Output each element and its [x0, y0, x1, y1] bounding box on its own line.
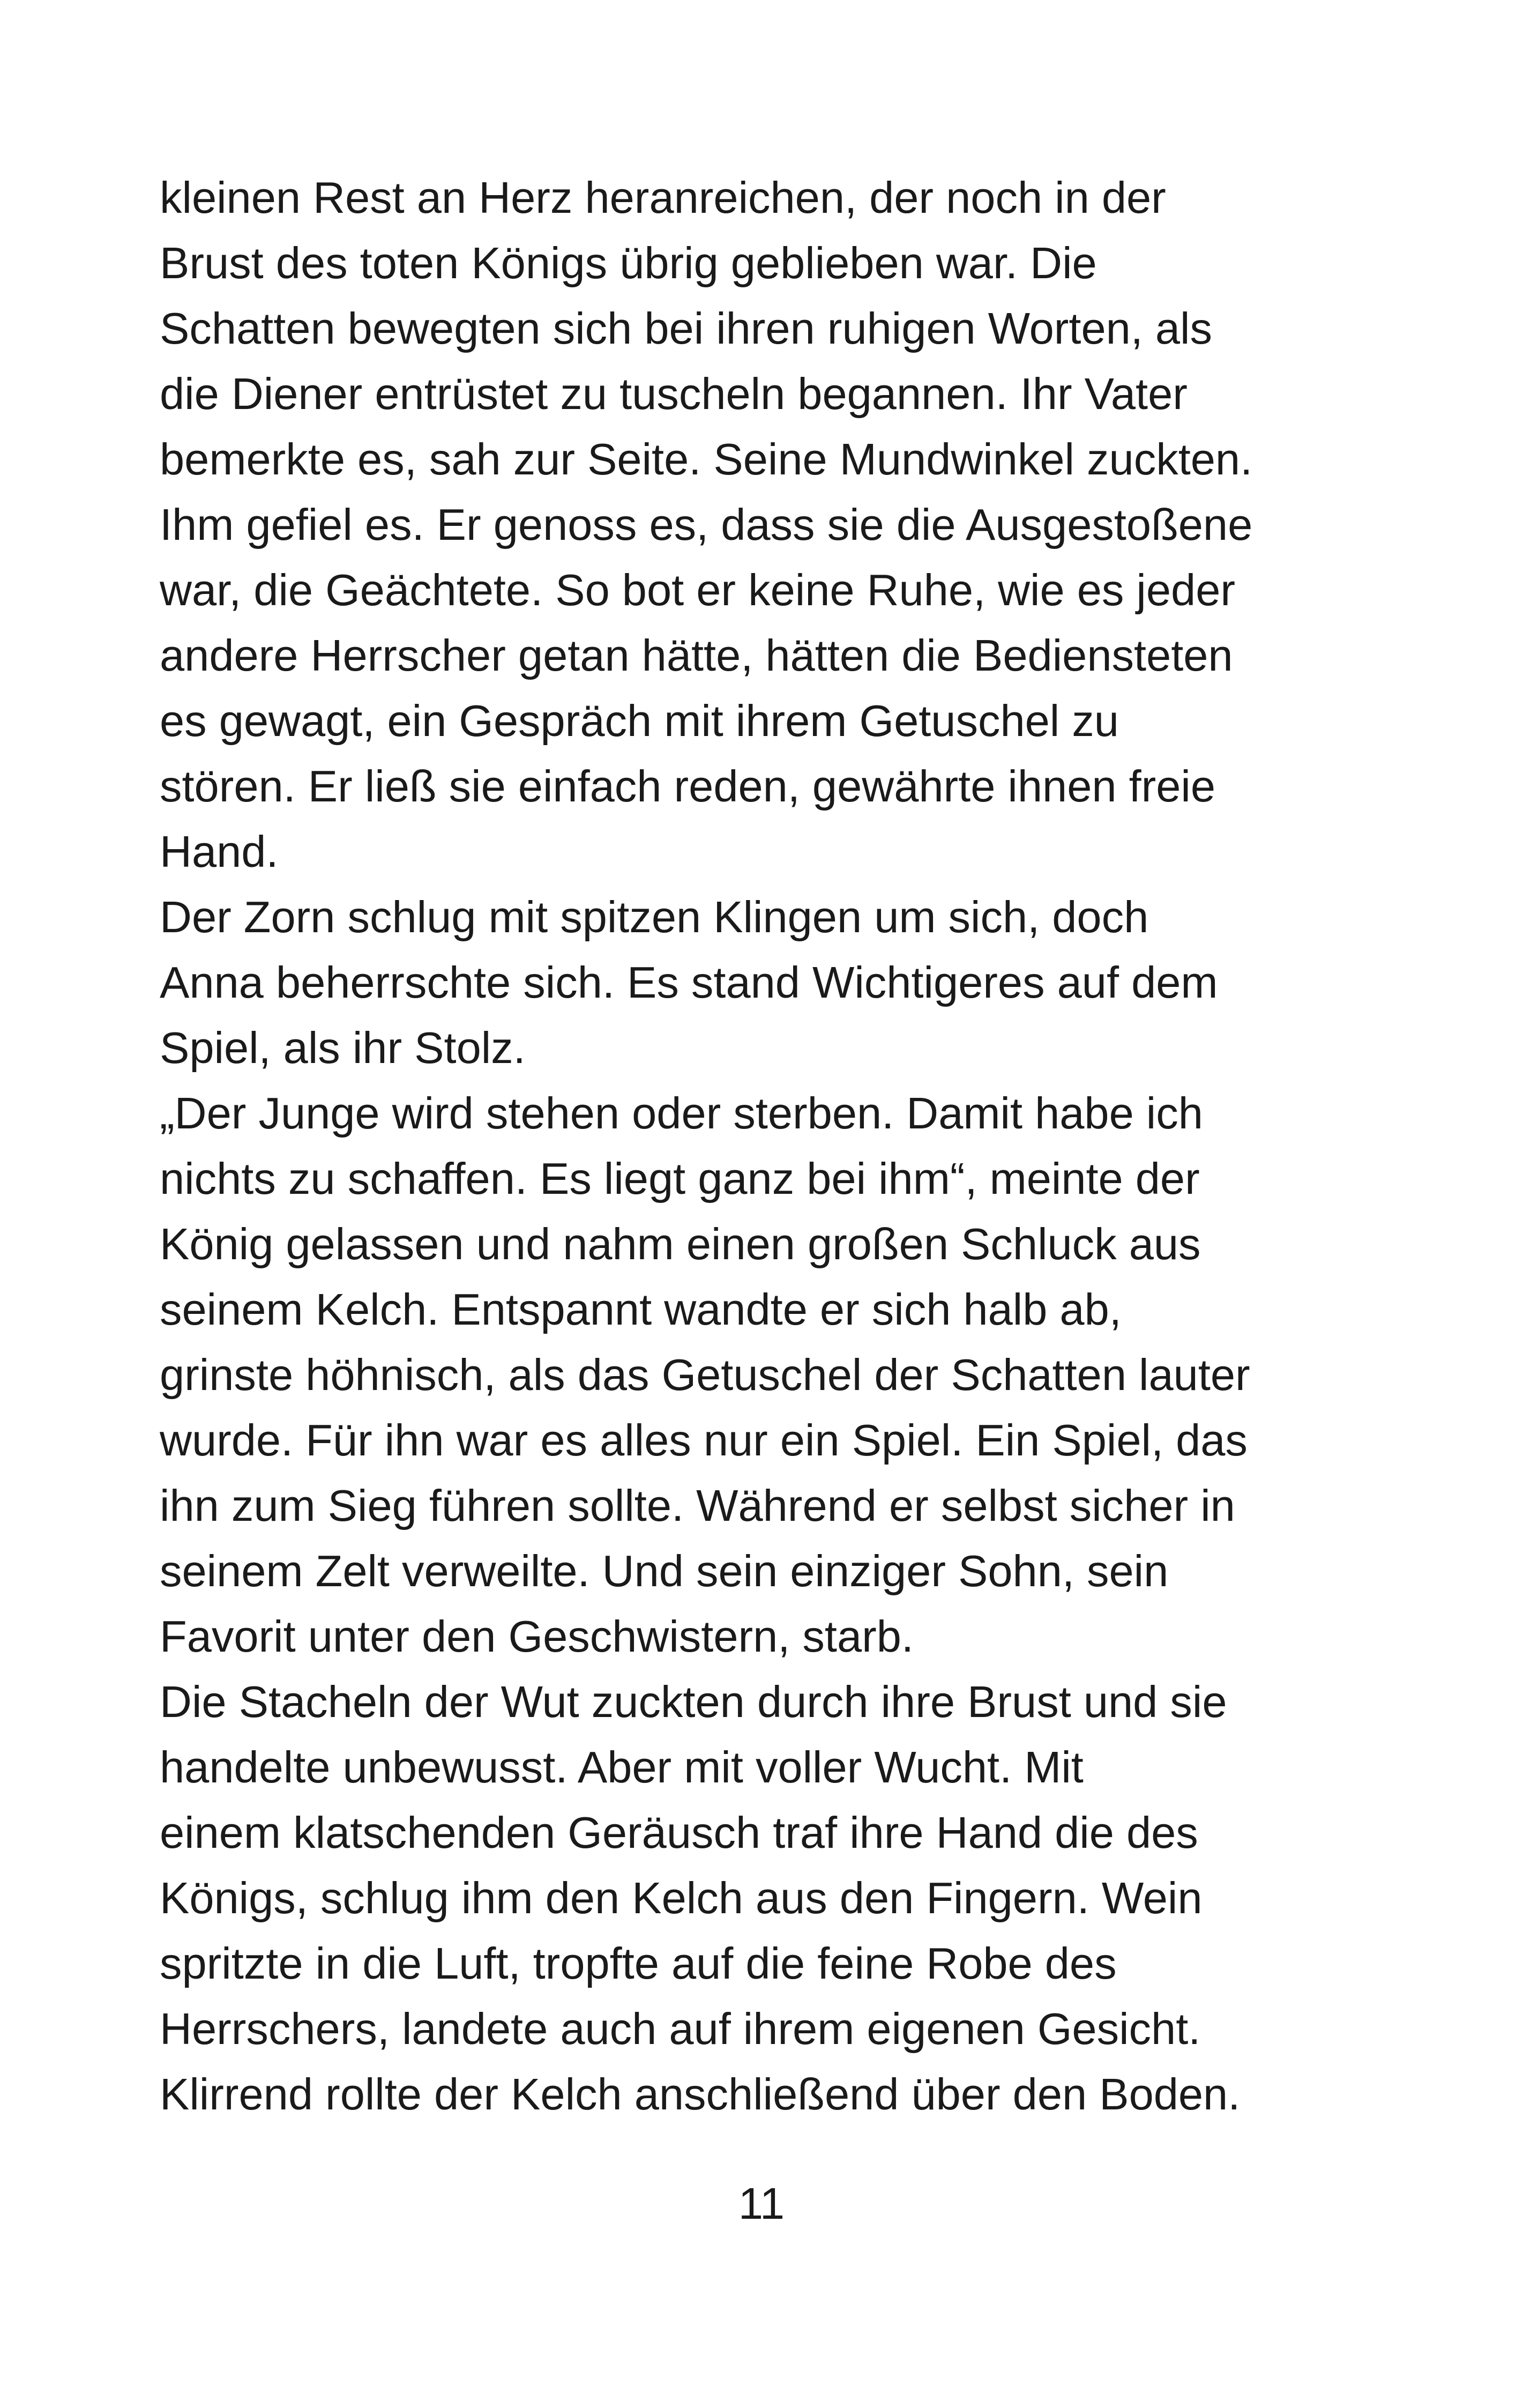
text-line: Favorit unter den Geschwistern, starb.	[160, 1611, 914, 1661]
text-line: Ihm gefiel es. Er genoss es, dass sie die Ausgestoßene	[160, 500, 1253, 549]
text-line: die Diener entrüstet zu tuscheln begannen. Ihr Vater	[160, 369, 1188, 419]
text-line: „Der Junge wird stehen oder sterben. Damit habe ich	[160, 1088, 1203, 1138]
page-number: 11	[738, 2179, 785, 2228]
text-line: seinem Zelt verweilte. Und sein einziger Sohn, sein	[160, 1546, 1169, 1596]
body-text	[160, 165, 1414, 2127]
text-line: König gelassen und nahm einen großen Schluck aus	[160, 1219, 1201, 1269]
text-line: grinste höhnisch, als das Getuschel der Schatten lauter	[160, 1350, 1250, 1400]
text-line: Klirrend rollte der Kelch anschließend über den Boden.	[160, 2069, 1241, 2119]
text-line: Hand.	[160, 827, 279, 876]
text-line: stören. Er ließ sie einfach reden, gewährte ihnen freie	[160, 761, 1216, 811]
text-line: einem klatschenden Geräusch traf ihre Hand die des	[160, 1808, 1198, 1857]
text-line: spritzte in die Luft, tropfte auf die feine Robe des	[160, 1938, 1117, 1988]
text-line: Brust des toten Königs übrig geblieben war. Die	[160, 238, 1097, 288]
text-line: bemerkte es, sah zur Seite. Seine Mundwinkel zuckten.	[160, 434, 1253, 484]
text-line: war, die Geächtete. So bot er keine Ruhe, wie es jeder	[160, 565, 1235, 615]
text-line: Spiel, als ihr Stolz.	[160, 1023, 526, 1073]
text-line: Die Stacheln der Wut zuckten durch ihre Brust und sie	[160, 1677, 1227, 1727]
text-line: wurde. Für ihn war es alles nur ein Spiel. Ein Spiel, das	[160, 1415, 1248, 1465]
text-line: kleinen Rest an Herz heranreichen, der noch in der	[160, 173, 1166, 222]
text-line: Der Zorn schlug mit spitzen Klingen um sich, doch	[160, 892, 1149, 942]
text-line: Herrschers, landete auch auf ihrem eigenen Gesicht.	[160, 2004, 1201, 2054]
text-line: nichts zu schaffen. Es liegt ganz bei ihm“, meinte der	[160, 1154, 1200, 1203]
text-line: Königs, schlug ihm den Kelch aus den Fingern. Wein	[160, 1873, 1203, 1923]
text-line: es gewagt, ein Gespräch mit ihrem Getuschel zu	[160, 696, 1119, 746]
text-line: handelte unbewusst. Aber mit voller Wucht. Mit	[160, 1742, 1084, 1792]
text-line: andere Herrscher getan hätte, hätten die Bediensteten	[160, 630, 1233, 680]
text-line: seinem Kelch. Entspannt wandte er sich halb ab,	[160, 1284, 1122, 1334]
text-line: Anna beherrschte sich. Es stand Wichtigeres auf dem	[160, 957, 1218, 1007]
text-line: Schatten bewegten sich bei ihren ruhigen Worten, als	[160, 303, 1212, 353]
text-line: ihn zum Sieg führen sollte. Während er selbst sicher in	[160, 1481, 1235, 1530]
